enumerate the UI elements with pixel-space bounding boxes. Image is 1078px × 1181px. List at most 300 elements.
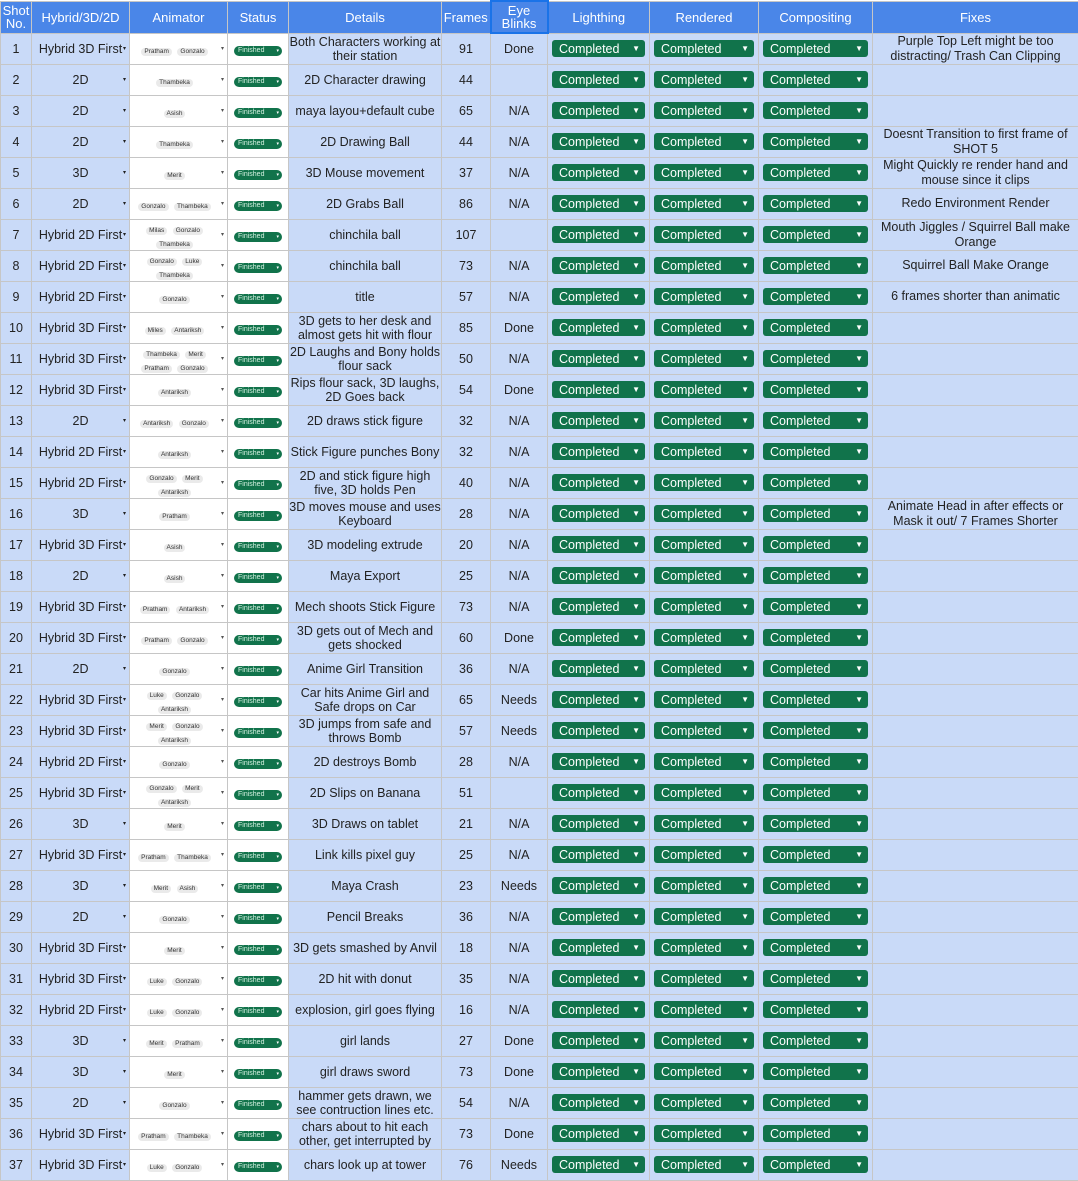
frames-cell[interactable]: 51 <box>442 777 491 808</box>
lighting-cell[interactable] <box>548 1118 650 1149</box>
shot-number-cell[interactable]: 10 <box>1 312 32 343</box>
frames-cell[interactable]: 32 <box>442 405 491 436</box>
details-cell[interactable]: 3D moves mouse and uses Keyboard <box>289 498 442 529</box>
lighting-dropdown[interactable] <box>552 226 645 243</box>
shot-number-cell[interactable]: 11 <box>1 343 32 374</box>
eye-blinks-cell[interactable] <box>491 64 548 95</box>
compositing-cell[interactable] <box>759 467 873 498</box>
animator-chips-cell[interactable] <box>130 343 228 374</box>
rendered-cell[interactable] <box>650 1025 759 1056</box>
header-shot-no[interactable]: Shot No. <box>1 1 32 33</box>
eye-blinks-cell[interactable]: N/A <box>491 932 548 963</box>
frames-cell[interactable]: 44 <box>442 126 491 157</box>
eye-blinks-cell[interactable]: N/A <box>491 281 548 312</box>
status-dropdown[interactable] <box>234 108 282 118</box>
frames-cell[interactable]: 16 <box>442 994 491 1025</box>
rendered-dropdown[interactable] <box>654 71 754 88</box>
lighting-dropdown[interactable] <box>552 257 645 274</box>
type-dropdown-cell[interactable] <box>32 436 130 467</box>
status-dropdown[interactable] <box>234 914 282 924</box>
status-dropdown[interactable] <box>234 1100 282 1110</box>
eye-blinks-cell[interactable]: N/A <box>491 188 548 219</box>
compositing-dropdown[interactable] <box>763 1001 868 1018</box>
animator-chip[interactable]: Asish <box>164 110 186 118</box>
shot-number-cell[interactable]: 1 <box>1 33 32 64</box>
header-lighting[interactable]: Lighthing <box>548 1 650 33</box>
shot-number-cell[interactable]: 23 <box>1 715 32 746</box>
rendered-dropdown[interactable] <box>654 257 754 274</box>
compositing-dropdown[interactable] <box>763 567 868 584</box>
animator-chips-cell[interactable] <box>130 1149 228 1180</box>
compositing-cell[interactable] <box>759 994 873 1025</box>
shot-number-cell[interactable]: 14 <box>1 436 32 467</box>
rendered-dropdown[interactable] <box>654 1094 754 1111</box>
compositing-cell[interactable] <box>759 901 873 932</box>
status-dropdown[interactable] <box>234 1131 282 1141</box>
rendered-dropdown[interactable] <box>654 877 754 894</box>
details-cell[interactable]: Maya Export <box>289 560 442 591</box>
fixes-cell[interactable]: Mouth Jiggles / Squirrel Ball make Orange <box>873 219 1078 250</box>
rendered-dropdown[interactable] <box>654 1063 754 1080</box>
type-dropdown-cell[interactable] <box>32 839 130 870</box>
type-dropdown-cell[interactable] <box>32 219 130 250</box>
status-dropdown[interactable] <box>234 635 282 645</box>
frames-cell[interactable]: 35 <box>442 963 491 994</box>
lighting-cell[interactable] <box>548 1056 650 1087</box>
rendered-dropdown[interactable] <box>654 1156 754 1173</box>
compositing-dropdown[interactable] <box>763 257 868 274</box>
animator-chip[interactable]: Merit <box>146 723 166 731</box>
fixes-cell[interactable] <box>873 839 1078 870</box>
shot-number-cell[interactable]: 33 <box>1 1025 32 1056</box>
fixes-cell[interactable]: Doesnt Transition to first frame of SHOT 5 <box>873 126 1078 157</box>
rendered-dropdown[interactable] <box>654 195 754 212</box>
shot-number-cell[interactable]: 8 <box>1 250 32 281</box>
compositing-dropdown[interactable] <box>763 474 868 491</box>
type-dropdown-cell[interactable] <box>32 1149 130 1180</box>
fixes-cell[interactable] <box>873 746 1078 777</box>
frames-cell[interactable]: 36 <box>442 901 491 932</box>
animator-chips-cell[interactable] <box>130 653 228 684</box>
eye-blinks-cell[interactable]: N/A <box>491 529 548 560</box>
type-dropdown-cell[interactable] <box>32 963 130 994</box>
lighting-dropdown[interactable] <box>552 1063 645 1080</box>
shot-number-cell[interactable]: 36 <box>1 1118 32 1149</box>
status-dropdown[interactable] <box>234 852 282 862</box>
status-dropdown[interactable] <box>234 666 282 676</box>
rendered-cell[interactable] <box>650 281 759 312</box>
animator-chip[interactable]: Merit <box>151 885 171 893</box>
lighting-cell[interactable] <box>548 870 650 901</box>
animator-chip[interactable]: Merit <box>146 1040 166 1048</box>
status-cell[interactable] <box>228 591 289 622</box>
status-dropdown[interactable] <box>234 1069 282 1079</box>
details-cell[interactable]: Car hits Anime Girl and Safe drops on Car <box>289 684 442 715</box>
status-dropdown[interactable] <box>234 46 282 56</box>
animator-chips-cell[interactable] <box>130 405 228 436</box>
lighting-dropdown[interactable] <box>552 1001 645 1018</box>
compositing-dropdown[interactable] <box>763 381 868 398</box>
status-dropdown[interactable] <box>234 821 282 831</box>
animator-chip[interactable]: Gonzalo <box>173 227 203 235</box>
lighting-dropdown[interactable] <box>552 195 645 212</box>
compositing-dropdown[interactable] <box>763 598 868 615</box>
animator-chips-cell[interactable] <box>130 839 228 870</box>
compositing-cell[interactable] <box>759 188 873 219</box>
rendered-dropdown[interactable] <box>654 970 754 987</box>
animator-chip[interactable]: Gonzalo <box>177 48 207 56</box>
animator-chip[interactable]: Merit <box>164 947 184 955</box>
fixes-cell[interactable] <box>873 963 1078 994</box>
status-dropdown[interactable] <box>234 418 282 428</box>
status-cell[interactable] <box>228 808 289 839</box>
animator-chip[interactable]: Merit <box>182 785 202 793</box>
status-cell[interactable] <box>228 188 289 219</box>
rendered-cell[interactable] <box>650 188 759 219</box>
compositing-cell[interactable] <box>759 1025 873 1056</box>
fixes-cell[interactable] <box>873 467 1078 498</box>
animator-chip[interactable]: Antariksh <box>158 489 191 497</box>
compositing-cell[interactable] <box>759 312 873 343</box>
type-dropdown-cell[interactable] <box>32 901 130 932</box>
fixes-cell[interactable] <box>873 1087 1078 1118</box>
shot-number-cell[interactable]: 24 <box>1 746 32 777</box>
animator-chips-cell[interactable] <box>130 467 228 498</box>
shot-number-cell[interactable]: 22 <box>1 684 32 715</box>
animator-chip[interactable]: Asish <box>177 885 199 893</box>
lighting-cell[interactable] <box>548 808 650 839</box>
details-cell[interactable]: Rips flour sack, 3D laughs, 2D Goes back <box>289 374 442 405</box>
animator-chips-cell[interactable] <box>130 498 228 529</box>
animator-chip[interactable]: Pratham <box>172 1040 203 1048</box>
lighting-cell[interactable] <box>548 498 650 529</box>
eye-blinks-cell[interactable]: Needs <box>491 1149 548 1180</box>
rendered-dropdown[interactable] <box>654 226 754 243</box>
animator-chip[interactable]: Asish <box>164 544 186 552</box>
compositing-dropdown[interactable] <box>763 288 868 305</box>
shot-number-cell[interactable]: 18 <box>1 560 32 591</box>
animator-chips-cell[interactable] <box>130 994 228 1025</box>
status-cell[interactable] <box>228 312 289 343</box>
type-dropdown-cell[interactable] <box>32 467 130 498</box>
fixes-cell[interactable] <box>873 901 1078 932</box>
status-cell[interactable] <box>228 1087 289 1118</box>
animator-chip[interactable]: Gonzalo <box>172 978 202 986</box>
animator-chip[interactable]: Gonzalo <box>146 785 176 793</box>
animator-chips-cell[interactable] <box>130 64 228 95</box>
frames-cell[interactable]: 40 <box>442 467 491 498</box>
type-dropdown-cell[interactable] <box>32 405 130 436</box>
status-cell[interactable] <box>228 95 289 126</box>
lighting-cell[interactable] <box>548 64 650 95</box>
frames-cell[interactable]: 54 <box>442 1087 491 1118</box>
animator-chip[interactable]: Merit <box>185 351 205 359</box>
fixes-cell[interactable] <box>873 994 1078 1025</box>
lighting-dropdown[interactable] <box>552 753 645 770</box>
shot-number-cell[interactable]: 34 <box>1 1056 32 1087</box>
rendered-cell[interactable] <box>650 870 759 901</box>
eye-blinks-cell[interactable]: N/A <box>491 467 548 498</box>
lighting-dropdown[interactable] <box>552 443 645 460</box>
details-cell[interactable]: chars look up at tower <box>289 1149 442 1180</box>
rendered-dropdown[interactable] <box>654 536 754 553</box>
eye-blinks-cell[interactable]: N/A <box>491 963 548 994</box>
rendered-cell[interactable] <box>650 343 759 374</box>
lighting-dropdown[interactable] <box>552 815 645 832</box>
compositing-cell[interactable] <box>759 374 873 405</box>
type-dropdown-cell[interactable] <box>32 529 130 560</box>
shot-number-cell[interactable]: 4 <box>1 126 32 157</box>
lighting-cell[interactable] <box>548 157 650 188</box>
eye-blinks-cell[interactable]: N/A <box>491 808 548 839</box>
animator-chip[interactable]: Gonzalo <box>172 1164 202 1172</box>
status-dropdown[interactable] <box>234 294 282 304</box>
animator-chip[interactable]: Luke <box>147 1164 167 1172</box>
status-dropdown[interactable] <box>234 790 282 800</box>
rendered-dropdown[interactable] <box>654 567 754 584</box>
animator-chip[interactable]: Gonzalo <box>159 668 189 676</box>
compositing-cell[interactable] <box>759 870 873 901</box>
status-dropdown[interactable] <box>234 604 282 614</box>
animator-chip[interactable]: Antariksh <box>158 389 191 397</box>
rendered-cell[interactable] <box>650 777 759 808</box>
shot-number-cell[interactable]: 37 <box>1 1149 32 1180</box>
status-dropdown[interactable] <box>234 232 282 242</box>
status-cell[interactable] <box>228 405 289 436</box>
status-cell[interactable] <box>228 1056 289 1087</box>
status-cell[interactable] <box>228 126 289 157</box>
frames-cell[interactable]: 73 <box>442 1118 491 1149</box>
details-cell[interactable]: 3D gets smashed by Anvil <box>289 932 442 963</box>
lighting-dropdown[interactable] <box>552 536 645 553</box>
compositing-cell[interactable] <box>759 95 873 126</box>
lighting-cell[interactable] <box>548 622 650 653</box>
animator-chips-cell[interactable] <box>130 622 228 653</box>
compositing-cell[interactable] <box>759 808 873 839</box>
compositing-cell[interactable] <box>759 436 873 467</box>
compositing-dropdown[interactable] <box>763 412 868 429</box>
details-cell[interactable]: girl lands <box>289 1025 442 1056</box>
animator-chip[interactable]: Milas <box>146 227 167 235</box>
compositing-cell[interactable] <box>759 1087 873 1118</box>
lighting-cell[interactable] <box>548 529 650 560</box>
shot-number-cell[interactable]: 21 <box>1 653 32 684</box>
lighting-dropdown[interactable] <box>552 133 645 150</box>
animator-chips-cell[interactable] <box>130 963 228 994</box>
lighting-cell[interactable] <box>548 126 650 157</box>
animator-chip[interactable]: Antariksh <box>171 327 204 335</box>
fixes-cell[interactable] <box>873 343 1078 374</box>
lighting-dropdown[interactable] <box>552 970 645 987</box>
fixes-cell[interactable] <box>873 932 1078 963</box>
frames-cell[interactable]: 37 <box>442 157 491 188</box>
rendered-cell[interactable] <box>650 746 759 777</box>
eye-blinks-cell[interactable]: Done <box>491 1118 548 1149</box>
status-dropdown[interactable] <box>234 511 282 521</box>
compositing-cell[interactable] <box>759 963 873 994</box>
rendered-dropdown[interactable] <box>654 722 754 739</box>
rendered-cell[interactable] <box>650 405 759 436</box>
type-dropdown-cell[interactable] <box>32 1118 130 1149</box>
frames-cell[interactable]: 44 <box>442 64 491 95</box>
status-dropdown[interactable] <box>234 201 282 211</box>
frames-cell[interactable]: 27 <box>442 1025 491 1056</box>
rendered-dropdown[interactable] <box>654 319 754 336</box>
animator-chip[interactable]: Pratham <box>138 854 169 862</box>
animator-chip[interactable]: Asish <box>164 575 186 583</box>
compositing-dropdown[interactable] <box>763 71 868 88</box>
lighting-dropdown[interactable] <box>552 877 645 894</box>
status-dropdown[interactable] <box>234 883 282 893</box>
status-cell[interactable] <box>228 529 289 560</box>
eye-blinks-cell[interactable]: N/A <box>491 1087 548 1118</box>
eye-blinks-cell[interactable] <box>491 777 548 808</box>
rendered-dropdown[interactable] <box>654 350 754 367</box>
type-dropdown-cell[interactable] <box>32 374 130 405</box>
status-cell[interactable] <box>228 219 289 250</box>
details-cell[interactable]: 3D jumps from safe and throws Bomb <box>289 715 442 746</box>
lighting-dropdown[interactable] <box>552 40 645 57</box>
compositing-dropdown[interactable] <box>763 443 868 460</box>
lighting-cell[interactable] <box>548 250 650 281</box>
compositing-dropdown[interactable] <box>763 815 868 832</box>
compositing-dropdown[interactable] <box>763 1063 868 1080</box>
fixes-cell[interactable] <box>873 1025 1078 1056</box>
rendered-dropdown[interactable] <box>654 939 754 956</box>
fixes-cell[interactable] <box>873 529 1078 560</box>
animator-chip[interactable]: Thambeka <box>156 141 193 149</box>
type-dropdown-cell[interactable] <box>32 281 130 312</box>
status-dropdown[interactable] <box>234 449 282 459</box>
animator-chips-cell[interactable] <box>130 901 228 932</box>
fixes-cell[interactable] <box>873 64 1078 95</box>
status-dropdown[interactable] <box>234 573 282 583</box>
animator-chip[interactable]: Gonzalo <box>159 1102 189 1110</box>
header-status[interactable]: Status <box>228 1 289 33</box>
compositing-dropdown[interactable] <box>763 1094 868 1111</box>
shot-number-cell[interactable]: 20 <box>1 622 32 653</box>
animator-chip[interactable]: Pratham <box>141 48 172 56</box>
details-cell[interactable]: explosion, girl goes flying <box>289 994 442 1025</box>
compositing-dropdown[interactable] <box>763 102 868 119</box>
lighting-dropdown[interactable] <box>552 412 645 429</box>
type-dropdown-cell[interactable] <box>32 622 130 653</box>
lighting-cell[interactable] <box>548 684 650 715</box>
eye-blinks-cell[interactable]: N/A <box>491 839 548 870</box>
animator-chip[interactable]: Thambeka <box>174 1133 211 1141</box>
frames-cell[interactable]: 18 <box>442 932 491 963</box>
shot-number-cell[interactable]: 28 <box>1 870 32 901</box>
status-dropdown[interactable] <box>234 325 282 335</box>
fixes-cell[interactable] <box>873 405 1078 436</box>
fixes-cell[interactable]: Purple Top Left might be too distracting/ Trash Can Clipping <box>873 33 1078 64</box>
animator-chips-cell[interactable] <box>130 281 228 312</box>
status-dropdown[interactable] <box>234 170 282 180</box>
eye-blinks-cell[interactable]: N/A <box>491 994 548 1025</box>
shot-number-cell[interactable]: 13 <box>1 405 32 436</box>
lighting-cell[interactable] <box>548 1149 650 1180</box>
animator-chips-cell[interactable] <box>130 529 228 560</box>
lighting-cell[interactable] <box>548 467 650 498</box>
lighting-cell[interactable] <box>548 95 650 126</box>
fixes-cell[interactable]: Animate Head in after effects or Mask it out/ 7 Frames Shorter <box>873 498 1078 529</box>
lighting-cell[interactable] <box>548 405 650 436</box>
animator-chips-cell[interactable] <box>130 777 228 808</box>
animator-chip[interactable]: Merit <box>182 475 202 483</box>
animator-chip[interactable]: Gonzalo <box>138 203 168 211</box>
eye-blinks-cell[interactable]: Done <box>491 33 548 64</box>
animator-chip[interactable]: Gonzalo <box>159 296 189 304</box>
shot-number-cell[interactable]: 7 <box>1 219 32 250</box>
status-cell[interactable] <box>228 684 289 715</box>
eye-blinks-cell[interactable]: Done <box>491 1025 548 1056</box>
fixes-cell[interactable] <box>873 653 1078 684</box>
compositing-dropdown[interactable] <box>763 1125 868 1142</box>
type-dropdown-cell[interactable] <box>32 157 130 188</box>
status-cell[interactable] <box>228 157 289 188</box>
animator-chip[interactable]: Thambeka <box>156 241 193 249</box>
eye-blinks-cell[interactable]: Done <box>491 374 548 405</box>
animator-chips-cell[interactable] <box>130 250 228 281</box>
header-eye-blinks[interactable]: Eye Blinks <box>491 1 548 33</box>
type-dropdown-cell[interactable] <box>32 777 130 808</box>
rendered-dropdown[interactable] <box>654 691 754 708</box>
compositing-cell[interactable] <box>759 405 873 436</box>
status-dropdown[interactable] <box>234 139 282 149</box>
compositing-cell[interactable] <box>759 126 873 157</box>
frames-cell[interactable]: 25 <box>442 839 491 870</box>
animator-chip[interactable]: Thambeka <box>174 854 211 862</box>
frames-cell[interactable]: 28 <box>442 746 491 777</box>
compositing-dropdown[interactable] <box>763 970 868 987</box>
animator-chips-cell[interactable] <box>130 746 228 777</box>
lighting-dropdown[interactable] <box>552 660 645 677</box>
lighting-dropdown[interactable] <box>552 319 645 336</box>
frames-cell[interactable]: 54 <box>442 374 491 405</box>
type-dropdown-cell[interactable] <box>32 1056 130 1087</box>
animator-chip[interactable]: Antariksh <box>158 737 191 745</box>
rendered-cell[interactable] <box>650 250 759 281</box>
compositing-cell[interactable] <box>759 684 873 715</box>
rendered-dropdown[interactable] <box>654 40 754 57</box>
rendered-dropdown[interactable] <box>654 164 754 181</box>
eye-blinks-cell[interactable]: N/A <box>491 591 548 622</box>
rendered-dropdown[interactable] <box>654 1001 754 1018</box>
rendered-cell[interactable] <box>650 529 759 560</box>
frames-cell[interactable]: 65 <box>442 95 491 126</box>
compositing-cell[interactable] <box>759 932 873 963</box>
eye-blinks-cell[interactable]: N/A <box>491 95 548 126</box>
lighting-dropdown[interactable] <box>552 1094 645 1111</box>
rendered-dropdown[interactable] <box>654 381 754 398</box>
fixes-cell[interactable] <box>873 684 1078 715</box>
status-cell[interactable] <box>228 901 289 932</box>
status-cell[interactable] <box>228 1149 289 1180</box>
rendered-dropdown[interactable] <box>654 815 754 832</box>
details-cell[interactable]: chinchila ball <box>289 250 442 281</box>
lighting-dropdown[interactable] <box>552 71 645 88</box>
compositing-dropdown[interactable] <box>763 753 868 770</box>
rendered-dropdown[interactable] <box>654 1032 754 1049</box>
compositing-dropdown[interactable] <box>763 784 868 801</box>
compositing-cell[interactable] <box>759 777 873 808</box>
lighting-cell[interactable] <box>548 219 650 250</box>
status-cell[interactable] <box>228 374 289 405</box>
frames-cell[interactable]: 73 <box>442 591 491 622</box>
fixes-cell[interactable]: 6 frames shorter than animatic <box>873 281 1078 312</box>
compositing-cell[interactable] <box>759 653 873 684</box>
eye-blinks-cell[interactable]: N/A <box>491 405 548 436</box>
